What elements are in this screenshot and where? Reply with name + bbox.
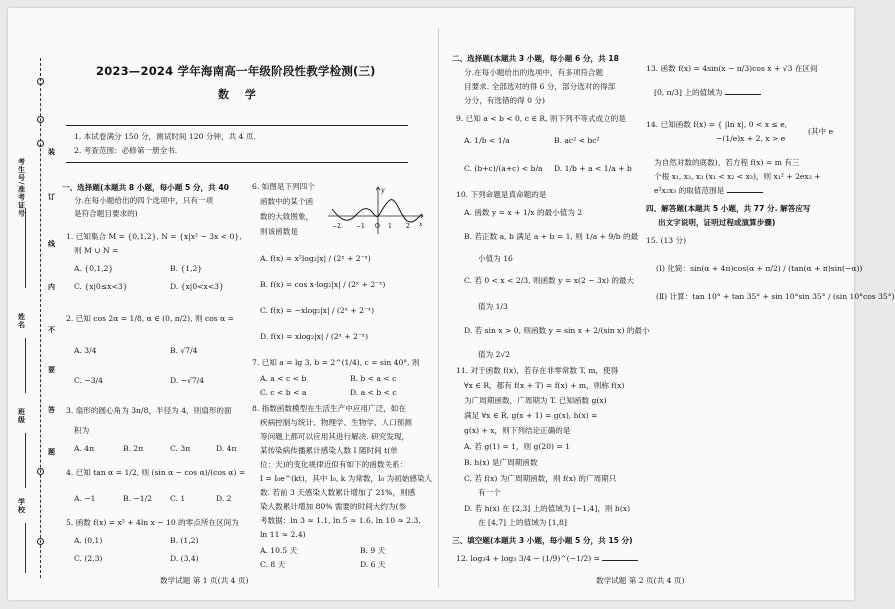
seal-char: 订 <box>47 193 56 201</box>
question-12-text: 12. log₃4 + log₃ 3/4 − (1/9)^(−1/2) = <box>456 554 600 563</box>
tick-label: 1 <box>388 223 392 230</box>
text-line: 函数中的某个函 <box>260 197 314 206</box>
school-label: 学校 <box>17 498 26 514</box>
option: B. {1,2} <box>170 264 203 273</box>
text-line: 疾病控制与统计、物理学、生物学、人口预测 <box>260 418 412 427</box>
answer-blank <box>602 560 638 561</box>
question-10: 10. 下列命题是真命题的是 <box>456 190 547 199</box>
text-line: ln 11 ≈ 2.4) <box>260 530 306 539</box>
text-line: 积为 <box>74 426 90 435</box>
text-line: 数. 若前 3 天感染人数累计增加了 21%，则感 <box>260 488 416 497</box>
text-line: 等问题上都可以应用其进行解决. 研究发现， <box>260 432 410 441</box>
text-line: 则该函数是 <box>260 227 298 236</box>
option: D. 2 <box>216 494 232 503</box>
fill-line <box>25 523 26 573</box>
text-line: 位：天)的变化规律近似有如下的函数关系： <box>260 460 408 469</box>
option: D. (3,4) <box>170 554 199 563</box>
function-graph <box>326 184 426 236</box>
tick-label: 2 <box>406 223 410 230</box>
tick-label: −2 <box>332 223 341 230</box>
option: A. −1 <box>74 494 96 503</box>
section-one-heading: 一、选择题(本题共 8 小题，每小题 5 分，共 40 <box>62 183 229 192</box>
question-3: 3. 扇形的圆心角为 3π/8，半径为 4，则扇形的面 <box>66 406 232 415</box>
seal-line-dashed <box>40 58 41 578</box>
class-label: 班级 <box>17 408 26 424</box>
question-11: 11. 对于函数 f(x)，若存在非零常数 T, m，使得 <box>456 366 619 375</box>
question-5: 5. 函数 f(x) = x² + 4ln x − 10 的零点所在区间为 <box>66 518 239 527</box>
piecewise-branch: −(1/e)x + 2, x > e <box>716 134 786 143</box>
text-line: I = I₀e^(kt)，其中 I₀, k 为常数，I₀ 为初始感染人 <box>260 474 433 483</box>
seal-char: 内 <box>47 283 56 291</box>
option: B. −1/2 <box>123 494 152 503</box>
candidate-id-label: 考生号/准考证号 <box>17 158 26 218</box>
question-2: 2. 已知 cos 2α = 1/8, α ∈ (0, π/2), 则 cos α = <box>66 314 235 323</box>
seal-char: 线 <box>47 240 56 248</box>
option: B. ac² < bc² <box>554 136 600 145</box>
text-line: 分.在每小题给出的选项中，有多项符合题 <box>464 68 604 77</box>
text-line: 数的大致图象， <box>260 212 314 221</box>
seal-char: 装 <box>47 148 56 156</box>
option: A. (0,1) <box>74 536 103 545</box>
text-line: ∀x ∈ R，都有 f(x + T) = f(x) + m，则称 f(x) <box>464 381 625 390</box>
question-13-text: [0, π/3] 上的值域为 <box>654 88 723 97</box>
question-14: 14. 已知函数 f(x) = { |ln x|, 0 < x ≤ e, <box>646 120 788 129</box>
text-line: 小值为 16 <box>478 254 513 263</box>
question-13-cont <box>654 88 761 98</box>
tick-label: −1 <box>356 223 365 230</box>
page-divider <box>438 28 439 588</box>
question-15-part-1: (Ⅰ) 化简：sin(α + 4π)cos(α + π/2) / (tan(α + π)sin(−α)) <box>656 264 863 273</box>
seal-char: 要 <box>47 366 56 374</box>
option: C. 1 <box>170 494 186 503</box>
question-12 <box>456 554 638 564</box>
option: D. 4π <box>216 444 237 453</box>
text-line: (其中 e <box>808 127 834 136</box>
question-14-text: e²x₂x₃ 的取值范围是 <box>654 186 725 195</box>
binding-hole <box>37 140 44 147</box>
text-line: 值为 2√2 <box>478 350 511 359</box>
text-line-blank <box>654 186 763 196</box>
text-line: 分分，有选错的得 0 分) <box>464 96 545 105</box>
fill-line <box>25 433 26 488</box>
text-line: 分.在每小题给出的四个选项中，只有一项 <box>74 196 214 205</box>
y-axis-label: y <box>381 187 385 194</box>
question-9: 9. 已知 a < b < 0, c ∈ R, 则下列不等式成立的是 <box>456 114 626 123</box>
option: A. 函数 y = x + 1/x 的最小值为 2 <box>464 208 583 217</box>
option: C. f(x) = −xlog₂|x| / (2ˣ + 2⁻ˣ) <box>260 306 375 315</box>
option: B. 9 天 <box>360 546 386 555</box>
option: A. 10.5 天 <box>260 546 298 555</box>
fill-line <box>25 208 26 288</box>
option: C. 若 f(x) 为广周期函数，则 f(x) 的广周期只 <box>464 474 617 483</box>
option: C. (2,3) <box>74 554 103 563</box>
text-line: g(x) + x，则下列结论正确的是 <box>464 426 571 435</box>
option: A. 若 g(1) = 1，则 g(20) = 1 <box>464 442 571 451</box>
option: C. {x|0≤x<3} <box>74 282 128 291</box>
text-line: 考数据：ln 3 ≈ 1.1, ln 5 ≈ 1.6, ln 10 ≈ 2.3, <box>260 516 421 525</box>
option: B. 若正数 a, b 满足 a + b = 1, 则 1/a + 9/b 的最 <box>464 232 639 241</box>
option: D. f(x) = xlog₂|x| / (2ˣ + 2⁻ˣ) <box>260 332 369 341</box>
answer-blank <box>727 192 763 193</box>
text-line: 是符合题目要求的) <box>74 209 138 218</box>
page-footer: 数学试题 第 2 页(共 4 页) <box>596 576 685 585</box>
question-4: 4. 已知 tan α = 1/2, 则 (sin α − cos α)/(cos α) = <box>66 468 246 477</box>
text-line: 染人数累计增加 80% 需要的时间大约为(参 <box>260 502 407 511</box>
binding-hole <box>37 116 44 123</box>
binding-hole <box>37 78 44 85</box>
question-8: 8. 指数函数模型在生活生产中应用广泛，如在 <box>252 404 406 413</box>
tick-label: O <box>375 223 380 230</box>
text-line: 在 [4,7] 上的值域为 [1,8] <box>478 518 567 527</box>
option: A. a < c < b <box>260 374 307 383</box>
exam-title: 2023—2024 学年海南高一年级阶段性教学检测(三) <box>96 64 376 78</box>
seal-char: 不 <box>47 326 56 334</box>
option: D. 若 h(x) 在 [2,3] 上的值域为 [−1,4]，则 h(x) <box>464 504 631 513</box>
option: B. 2π <box>123 444 144 453</box>
text-line: 有一个 <box>478 488 501 497</box>
fill-line <box>25 338 26 393</box>
text-line: 则 M ∪ N = <box>74 246 119 255</box>
option: A. 1/b < 1/a <box>464 136 510 145</box>
page-footer: 数学试题 第 1 页(共 4 页) <box>160 576 249 585</box>
section-four-heading: 四、解答题(本题共 5 小题，共 77 分. 解答应写 <box>646 204 811 213</box>
option: C. (b+c)/(a+c) < b/a <box>464 164 543 173</box>
text-line: 目要求. 全部选对的得 6 分，部分选对的得部 <box>464 82 616 91</box>
option: A. {0,1,2} <box>74 264 114 273</box>
seal-char: 答 <box>47 406 56 414</box>
text-line: 为广周期函数，广周期为 T. 已知函数 g(x) <box>464 396 607 405</box>
section-two-heading: 二、选择题(本题共 3 小题，每小题 6 分，共 18 <box>452 54 619 63</box>
note-line: 2. 考查范围：必修第一册全书. <box>74 146 178 155</box>
text-line: 为自然对数的底数)，若方程 f(x) = m 有三 <box>654 158 800 167</box>
option: C. −3/4 <box>74 376 103 385</box>
function-curve <box>332 200 422 222</box>
answer-blank <box>725 94 761 95</box>
seal-char: 题 <box>47 448 56 456</box>
option: A. f(x) = x²log₂|x| / (2ˣ + 2⁻ˣ) <box>260 254 371 263</box>
question-6: 6. 如图是下列四个 <box>252 182 315 191</box>
notes-top-rule <box>66 125 408 126</box>
option: C. 8 天 <box>260 560 286 569</box>
text-line: 值为 1/3 <box>478 302 508 311</box>
note-line: 1. 本试卷满分 150 分，测试时间 120 分钟，共 4 页. <box>74 132 256 141</box>
option: C. 3π <box>170 444 191 453</box>
text-line: 满足 ∀x ∈ R, g(x + 1) = g(x), h(x) = <box>464 411 598 420</box>
option: B. h(x) 是广周期函数 <box>464 458 538 467</box>
binding-hole <box>37 468 44 475</box>
question-15: 15. (13 分) <box>646 236 687 245</box>
question-7: 7. 已知 a = lg 3, b = 2^(1/4), c = sin 40°, 则 <box>252 358 420 367</box>
subject-title: 数 学 <box>218 88 262 101</box>
question-15-part-2: (Ⅱ) 计算：tan 10° + tan 35° + sin 10°sin 35° / (sin 10°cos 35°) <box>656 292 895 301</box>
exam-sheet <box>8 8 895 600</box>
text-line: 某传染病传播累计感染人数 I 随时间 t(单 <box>260 446 398 455</box>
option: D. 1/b + a < 1/a + b <box>554 164 632 173</box>
option: B. f(x) = cos x·log₂|x| / (2ˣ + 2⁻ˣ) <box>260 280 386 289</box>
option: D. 6 天 <box>360 560 386 569</box>
x-axis-label: x <box>419 221 423 228</box>
option: D. a < b < c <box>350 388 397 397</box>
option: D. −√7/4 <box>170 376 205 385</box>
option: B. b < a < c <box>350 374 397 383</box>
binding-hole <box>37 538 44 545</box>
option: B. (1,2) <box>170 536 199 545</box>
question-1: 1. 已知集合 M = {0,1,2}, N = {x|x² − 3x < 0}, <box>66 232 242 241</box>
section-three-heading: 三、填空题(本题共 3 小题，每小题 5 分，共 15 分) <box>452 536 633 545</box>
option: C. c < b < a <box>260 388 307 397</box>
text-line: 个根 x₁, x₂, x₃ (x₁ < x₂ < x₃)，则 x₁² + 2ex₂ + <box>654 172 821 181</box>
option: B. √7/4 <box>170 346 198 355</box>
option: D. {x|0<x<3} <box>170 282 224 291</box>
option: A. 4π <box>74 444 95 453</box>
question-13: 13. 函数 f(x) = 4sin(x − π/3)cos x + √3 在区间 <box>646 64 818 73</box>
notes-bottom-rule <box>66 162 408 163</box>
name-label: 姓名 <box>17 313 26 329</box>
option: A. 3/4 <box>74 346 97 355</box>
option: C. 若 0 < x < 2/3, 则函数 y = x(2 − 3x) 的最大 <box>464 276 635 285</box>
text-line: 出文字说明，证明过程或演算步骤) <box>658 218 776 227</box>
option: D. 若 sin x > 0, 则函数 y = sin x + 2/(sin x) 的最小 <box>464 326 650 335</box>
